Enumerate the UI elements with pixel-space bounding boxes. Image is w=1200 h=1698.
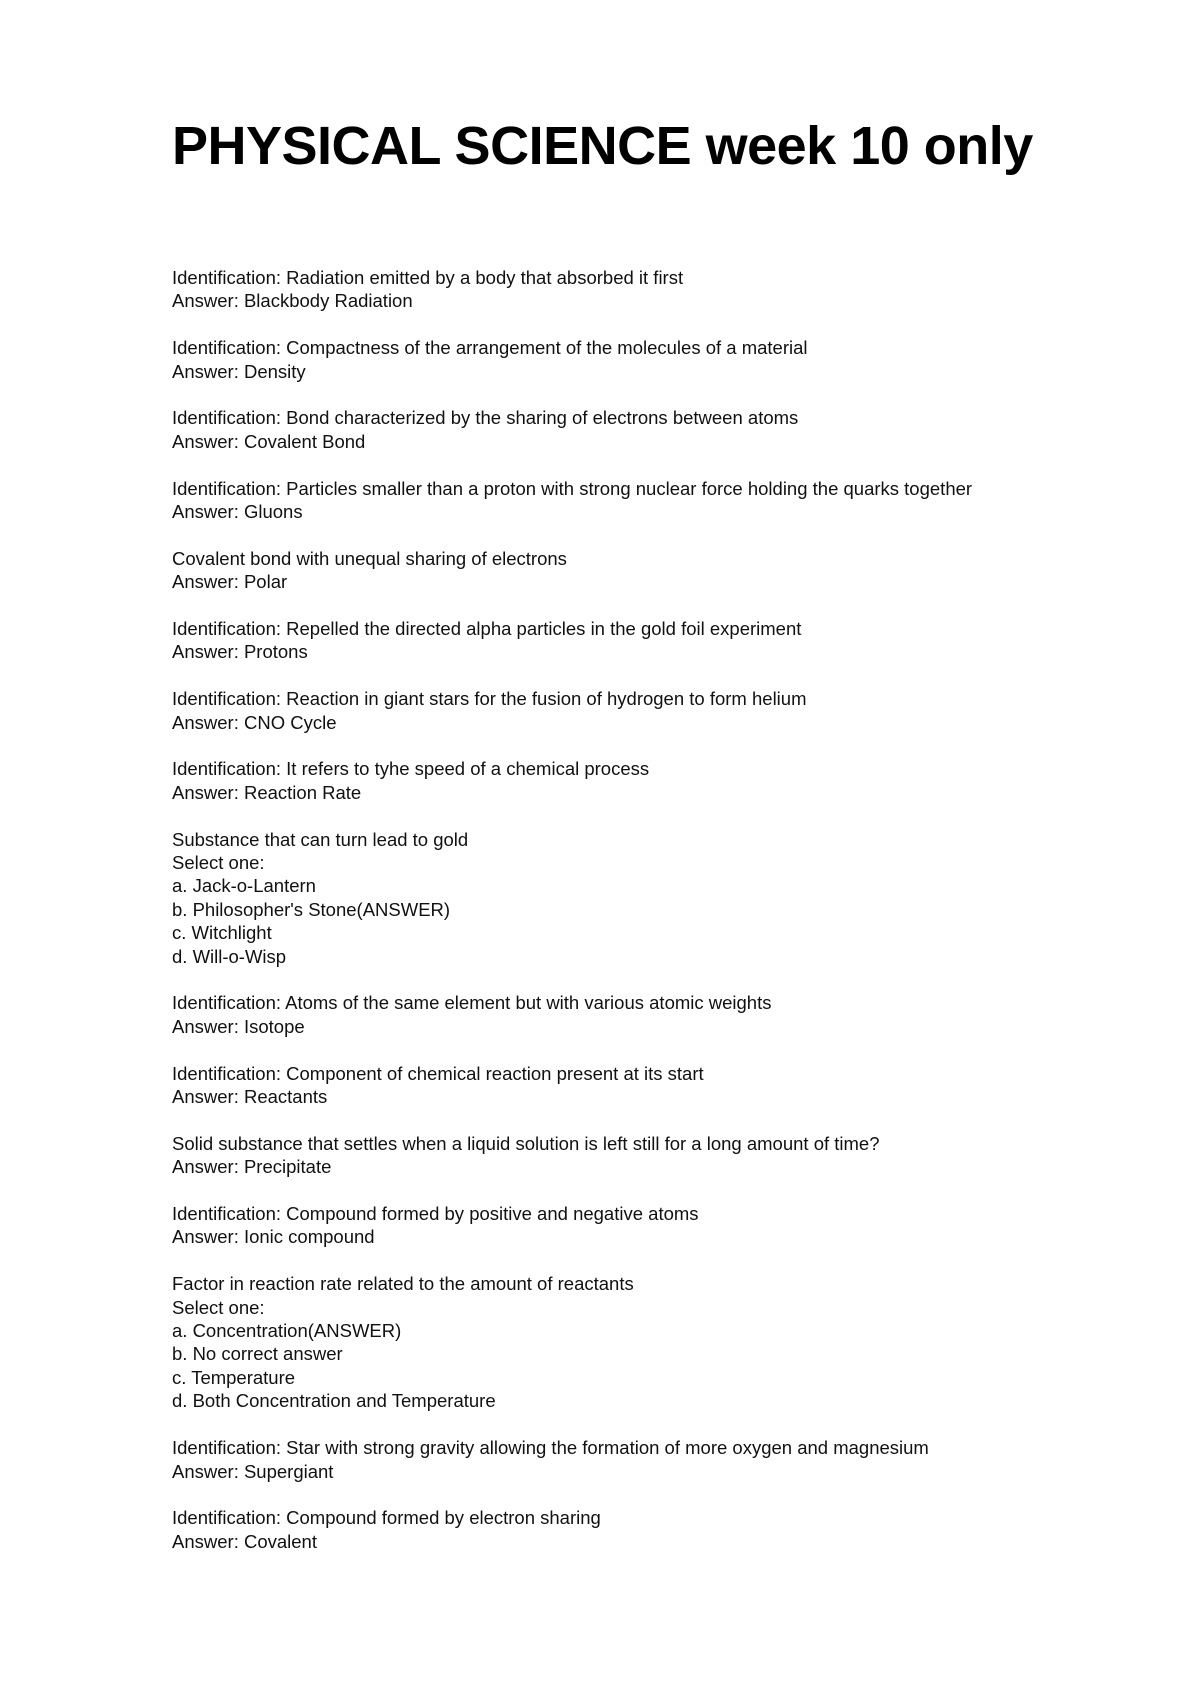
question-line: Identification: Compound formed by electron sharing — [172, 1507, 601, 1529]
question-line: Identification: Compound formed by positive and negative atoms — [172, 1203, 699, 1225]
question-line: Answer: Precipitate — [172, 1156, 332, 1178]
question-line: Answer: Ionic compound — [172, 1226, 375, 1248]
question-item — [172, 687, 1132, 734]
question-line: b. No correct answer — [172, 1343, 343, 1365]
question-line: c. Witchlight — [172, 922, 272, 944]
question-line: Answer: Reactants — [172, 1086, 328, 1108]
question-item — [172, 1202, 1132, 1249]
question-line: Answer: Supergiant — [172, 1460, 334, 1482]
question-line: Solid substance that settles when a liquid solution is left still for a long amount of time? — [172, 1132, 880, 1154]
question-item — [172, 336, 1132, 383]
question-item — [172, 547, 1132, 594]
question-line: Answer: Blackbody Radiation — [172, 290, 413, 312]
question-line: Identification: Particles smaller than a proton with strong nuclear force holding the quarks together — [172, 477, 973, 499]
question-line: Covalent bond with unequal sharing of electrons — [172, 547, 567, 569]
question-line: Answer: Covalent — [172, 1530, 317, 1552]
question-line: b. Philosopher's Stone(ANSWER) — [172, 898, 451, 920]
question-line: Answer: Gluons — [172, 501, 303, 523]
question-line: Identification: Atoms of the same element but with various atomic weights — [172, 992, 772, 1014]
question-list — [172, 266, 1132, 1553]
question-line: c. Temperature — [172, 1366, 296, 1388]
question-line: Answer: CNO Cycle — [172, 711, 337, 733]
question-item — [172, 1132, 1132, 1179]
question-line: Identification: Radiation emitted by a body that absorbed it first — [172, 267, 684, 288]
document-title: PHYSICAL SCIENCE week 10 only — [172, 116, 1033, 176]
question-line: Select one: — [172, 852, 265, 874]
question-line: Answer: Density — [172, 360, 306, 382]
question-line: Select one: — [172, 1296, 265, 1318]
question-line: Answer: Isotope — [172, 1015, 305, 1037]
question-line: a. Concentration(ANSWER) — [172, 1320, 402, 1342]
question-line: Answer: Protons — [172, 641, 308, 663]
question-line: Identification: It refers to tyhe speed of a chemical process — [172, 758, 650, 780]
question-item — [172, 757, 1132, 804]
question-item — [172, 1506, 1132, 1553]
question-line: Identification: Repelled the directed alpha particles in the gold foil experiment — [172, 618, 802, 640]
question-item — [172, 1436, 1132, 1483]
question-line: d. Will-o-Wisp — [172, 945, 287, 967]
question-item — [172, 477, 1132, 524]
question-line: Answer: Reaction Rate — [172, 781, 362, 803]
question-line: Answer: Covalent Bond — [172, 430, 366, 452]
question-line: Answer: Polar — [172, 571, 288, 593]
question-item — [172, 617, 1132, 664]
question-line: d. Both Concentration and Temperature — [172, 1390, 496, 1412]
question-item — [172, 991, 1132, 1038]
question-item — [172, 406, 1132, 453]
question-line: Identification: Reaction in giant stars for the fusion of hydrogen to form helium — [172, 688, 807, 710]
question-line: Factor in reaction rate related to the amount of reactants — [172, 1273, 634, 1295]
question-item — [172, 1062, 1132, 1109]
document-page — [172, 112, 1132, 1577]
question-line: Identification: Compactness of the arrangement of the molecules of a material — [172, 337, 808, 359]
question-line: Substance that can turn lead to gold — [172, 828, 469, 850]
question-item — [172, 266, 1132, 313]
question-line: a. Jack-o-Lantern — [172, 875, 316, 897]
question-line: Identification: Component of chemical reaction present at its start — [172, 1062, 704, 1084]
question-item — [172, 1272, 1132, 1412]
question-item — [172, 828, 1132, 968]
question-line: Identification: Bond characterized by the sharing of electrons between atoms — [172, 407, 799, 429]
question-line: Identification: Star with strong gravity allowing the formation of more oxygen and magnesium — [172, 1437, 929, 1459]
